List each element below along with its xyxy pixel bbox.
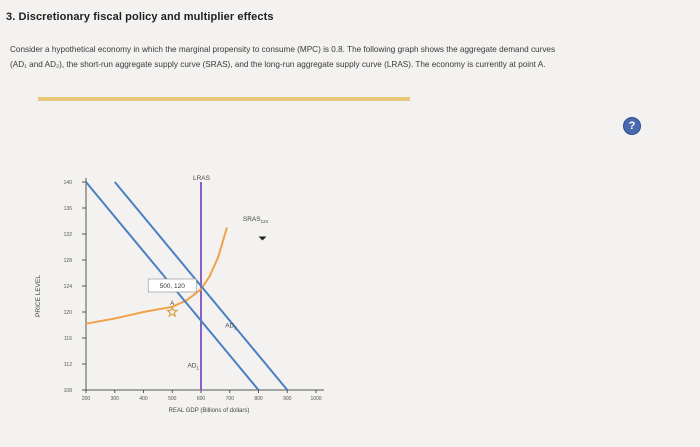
sras-curve (86, 228, 227, 324)
y-tick-label: 108 (63, 388, 72, 394)
x-tick-label: 900 (283, 396, 292, 402)
x-tick-label: 400 (139, 396, 148, 402)
x-axis-title: REAL GDP (Billions of dollars) (168, 408, 250, 414)
sras-label: $SRAS_{124}$ (242, 216, 269, 224)
y-tick-label: 120 (63, 310, 72, 316)
x-tick-label: 500 (168, 396, 177, 402)
y-tick-label: 136 (63, 206, 72, 212)
y-tick-label: 116 (64, 336, 72, 342)
y-tick-label: 124 (63, 284, 72, 290)
question-heading: 3. Discretionary fiscal policy and multiplier effects (6, 11, 274, 23)
x-tick-label: 600 (196, 396, 206, 402)
point-a-label: A (170, 301, 175, 307)
chart-labels (148, 175, 268, 370)
ad1-label-subscript: 1 (196, 365, 200, 371)
y-tick-label: 140 (63, 180, 72, 186)
ad1-label: $AD_1$ (187, 362, 200, 371)
x-tick-label: 200 (81, 396, 91, 402)
x-tick-label: 1000 (310, 396, 322, 402)
x-tick-label: 700 (225, 396, 234, 402)
y-tick-label: 132 (63, 232, 72, 238)
lras-label: LRAS (193, 175, 210, 182)
x-tick-label: 300 (110, 396, 119, 402)
ad2-label-subscript: 2 (234, 325, 237, 331)
intro-line-1: Consider a hypothetical economy in which the marginal propensity to consume (MPC) is 0.8. The following graph shows the aggregate demand curves (10, 45, 556, 54)
sras-label-subscript: 124 (260, 219, 269, 224)
help-button[interactable]: ? (623, 117, 641, 135)
intro-line-2: (AD₁ and AD₂), the short-run aggregate supply curve (SRAS), and the long-run aggregate supply curve (LRAS). The economy is currently at point A. (10, 60, 546, 69)
cursor-arrow-icon (259, 237, 267, 241)
y-axis-title: PRICE LEVEL (35, 275, 42, 317)
y-tick-label: 112 (64, 362, 72, 368)
y-tick-label: 128 (63, 258, 72, 264)
point-a-coord-label: 500, 120 (159, 283, 185, 290)
ad2-label: $AD_2$ (225, 322, 237, 331)
x-tick-label: 800 (254, 396, 263, 402)
